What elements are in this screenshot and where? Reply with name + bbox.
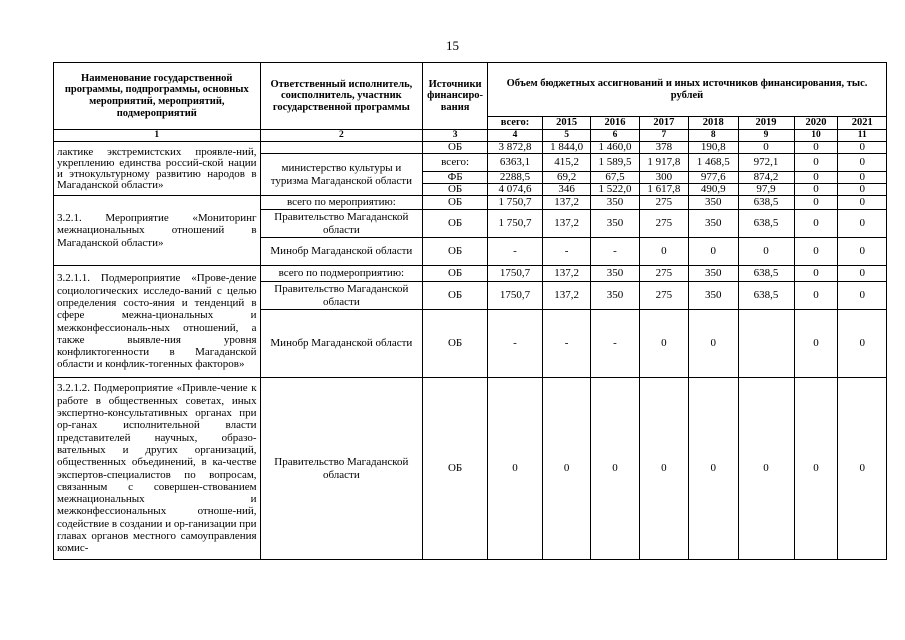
col-number: 7 [639,130,688,142]
value-total: 0 [488,378,543,560]
value-2015: - [542,238,590,266]
value-2016: 0 [591,378,639,560]
year-2018: 2018 [689,117,738,130]
col-number: 4 [488,130,543,142]
executor-cell: Минобр Магаданской области [260,238,423,266]
value-2021: 0 [838,154,887,172]
value-2019: 0 [738,142,794,154]
value-2021: 0 [838,310,887,378]
source-cell: ОБ [423,142,488,154]
executor-cell: Минобр Магаданской области [260,310,423,378]
value-total: 1750,7 [488,282,543,310]
column-number-row [54,130,887,142]
value-2016: 67,5 [591,172,639,184]
year-2020: 2020 [794,117,838,130]
value-2018: 350 [689,266,738,282]
value-2016: 350 [591,210,639,238]
year-total: всего: [488,117,543,130]
header-source: Источники финансиро-вания [423,63,488,130]
year-2019: 2019 [738,117,794,130]
col-number: 1 [54,130,261,142]
value-total: 4 074,6 [488,184,543,196]
value-2020: 0 [794,172,838,184]
table-row [54,142,887,154]
source-cell: ОБ [423,210,488,238]
value-2020: 0 [794,282,838,310]
value-2020: 0 [794,196,838,210]
col-number: 6 [591,130,639,142]
value-2017: 0 [639,378,688,560]
value-total: - [488,238,543,266]
col-number: 5 [542,130,590,142]
value-2015: 137,2 [542,196,590,210]
program-name-cell: 3.2.1.1. Подмероприятие «Прове-дение социологических исследо-ваний с целью определения состо-яния и тенденций в сфере межна-циональных и межконфессиональ-ных отношений, а также выявле-ния уровня конфликтогенности в Магаданской области и конфлик-тогенных факторов» [54,266,261,378]
value-2017: 0 [639,310,688,378]
table-row [54,378,887,560]
value-2018: 0 [689,238,738,266]
value-2021: 0 [838,172,887,184]
source-cell: ОБ [423,196,488,210]
value-2021: 0 [838,282,887,310]
value-2017: 0 [639,238,688,266]
source-cell: ОБ [423,266,488,282]
value-2015: 137,2 [542,266,590,282]
source-cell: ОБ [423,378,488,560]
executor-cell: всего по мероприятию: [260,196,423,210]
value-2018: 350 [689,282,738,310]
value-2018: 190,8 [689,142,738,154]
value-total: - [488,310,543,378]
value-2016: 350 [591,282,639,310]
year-2015: 2015 [542,117,590,130]
value-2017: 378 [639,142,688,154]
header-name: Наименование государственной программы, подпрограммы, основных мероприятий, мероприятий, подмероприятий [54,63,261,130]
header-volume: Объем бюджетных ассигнований и иных источников финансирования, тыс. рублей [488,63,887,117]
value-total: 2288,5 [488,172,543,184]
value-2017: 300 [639,172,688,184]
executor-cell: Правительство Магаданской области [260,282,423,310]
value-2020: 0 [794,378,838,560]
program-name-cell: 3.2.1.2. Подмероприятие «Привле-чение к работе в общественных советах, иных экспертно-консультативных органах при ор-ганах исполнительной власти представителей научных, образо-вательных и других организаций, общественных объединений, в ка-честве экспертов-специалистов по вопросам, связанным с совершен-ствованием межнациональных и межконфессиональных отноше-ний, содействие в создании и ор-ганизации при главах органов местного самоуправления комис- [54,378,261,560]
value-2021: 0 [838,238,887,266]
executor-cell: министерство культуры и туризма Магаданской области [260,154,423,196]
value-2020: 0 [794,210,838,238]
value-2021: 0 [838,210,887,238]
value-2017: 275 [639,266,688,282]
value-2015: 346 [542,184,590,196]
value-2018: 0 [689,310,738,378]
value-2020: 0 [794,184,838,196]
value-2019: 638,5 [738,282,794,310]
value-2019: 638,5 [738,210,794,238]
value-2018: 0 [689,378,738,560]
value-total: 3 872,8 [488,142,543,154]
value-2021: 0 [838,196,887,210]
executor-cell: всего по подмероприятию: [260,266,423,282]
col-number: 8 [689,130,738,142]
program-name-cell: 3.2.1. Мероприятие «Мониторинг межнациональных отношений в Магаданской области» [54,196,261,266]
table-row [54,196,887,210]
value-2016: - [591,238,639,266]
value-2016: 350 [591,196,639,210]
value-total: 1 750,7 [488,210,543,238]
source-cell: ОБ [423,282,488,310]
value-2017: 275 [639,196,688,210]
value-2015: 137,2 [542,210,590,238]
program-name-cell: лактике экстремистских проявле-ний, укреплению единства россий-ской нации и этнокультурному развитию народов в Магаданской области» [54,142,261,196]
budget-table [53,62,887,560]
value-2020: 0 [794,154,838,172]
value-total: 6363,1 [488,154,543,172]
value-2020: 0 [794,238,838,266]
col-number: 2 [260,130,423,142]
col-number: 9 [738,130,794,142]
source-cell: ОБ [423,310,488,378]
value-2016: 1 522,0 [591,184,639,196]
col-number: 10 [794,130,838,142]
value-2019: 972,1 [738,154,794,172]
value-2015: 137,2 [542,282,590,310]
value-2017: 275 [639,210,688,238]
value-2020: 0 [794,310,838,378]
value-2019: 97,9 [738,184,794,196]
executor-cell: Правительство Магаданской области [260,210,423,238]
value-2017: 1 917,8 [639,154,688,172]
col-number: 11 [838,130,887,142]
source-cell: ОБ [423,184,488,196]
value-2016: - [591,310,639,378]
value-2019 [738,310,794,378]
value-total: 1 750,7 [488,196,543,210]
value-2019: 638,5 [738,266,794,282]
value-2019: 0 [738,238,794,266]
year-2021: 2021 [838,117,887,130]
value-2018: 977,6 [689,172,738,184]
value-2017: 275 [639,282,688,310]
value-2016: 1 589,5 [591,154,639,172]
source-cell: ФБ [423,172,488,184]
value-2019: 874,2 [738,172,794,184]
value-2018: 1 468,5 [689,154,738,172]
executor-cell: Правительство Магаданской области [260,378,423,560]
value-2015: 0 [542,378,590,560]
value-2016: 350 [591,266,639,282]
value-2018: 350 [689,210,738,238]
value-2020: 0 [794,266,838,282]
value-2021: 0 [838,378,887,560]
value-2015: - [542,310,590,378]
value-2018: 490,9 [689,184,738,196]
table-row [54,266,887,282]
value-total: 1750,7 [488,266,543,282]
header-executor: Ответственный исполнитель, соисполнитель, участник государственной программы [260,63,423,130]
value-2019: 638,5 [738,196,794,210]
executor-cell [260,142,423,154]
page-number: 15 [446,38,459,53]
year-2016: 2016 [591,117,639,130]
value-2021: 0 [838,142,887,154]
value-2016: 1 460,0 [591,142,639,154]
value-2021: 0 [838,266,887,282]
value-2018: 350 [689,196,738,210]
value-2019: 0 [738,378,794,560]
source-cell: ОБ [423,238,488,266]
value-2017: 1 617,8 [639,184,688,196]
year-2017: 2017 [639,117,688,130]
col-number: 3 [423,130,488,142]
value-2015: 1 844,0 [542,142,590,154]
value-2015: 69,2 [542,172,590,184]
value-2020: 0 [794,142,838,154]
source-cell: всего: [423,154,488,172]
value-2015: 415,2 [542,154,590,172]
value-2021: 0 [838,184,887,196]
header-row [54,63,887,117]
